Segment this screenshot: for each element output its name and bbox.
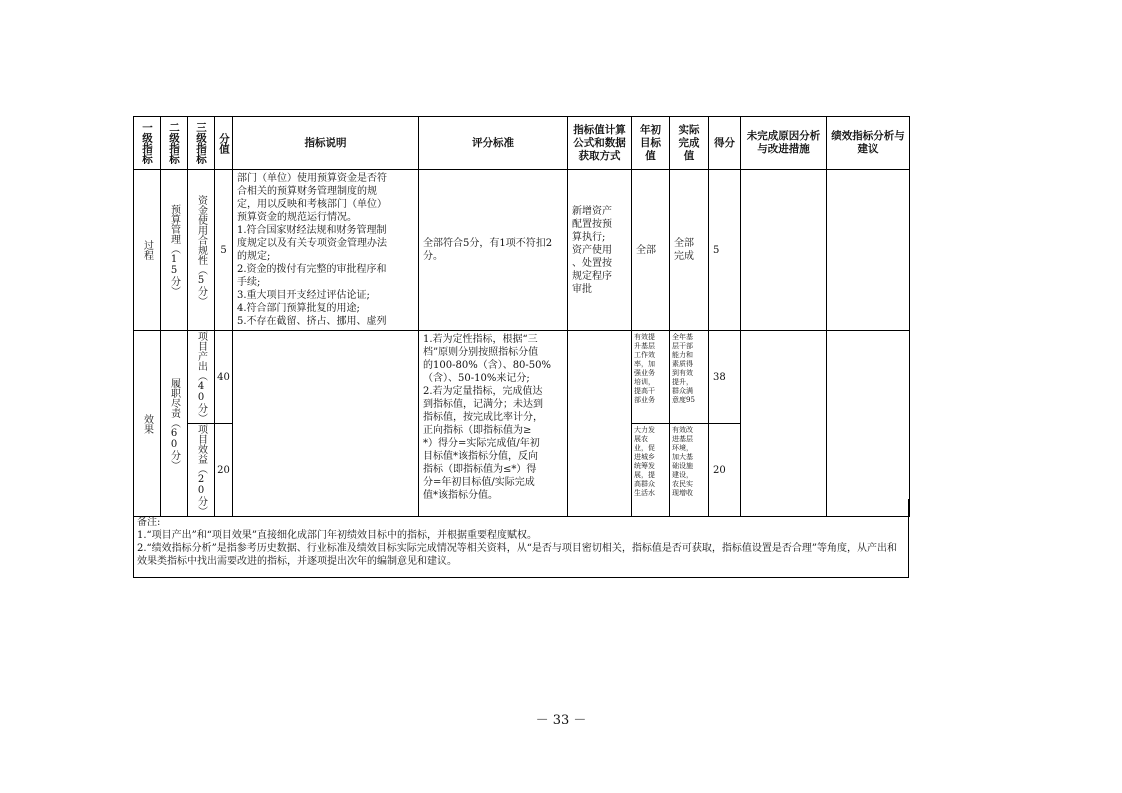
cell-description [233,331,419,517]
description-line: 合相关的预算财务管理制度的规 [237,186,377,197]
actual-line: 现增收 [672,489,693,497]
description-line: 定，用以反映和考核部门（单位） [237,199,387,210]
formula-line: 算执行; [572,231,606,243]
formula-line: 新增资产 [572,205,612,217]
criteria-line: 分=年初目标值/实际完成 [423,477,535,488]
table-row-output [134,331,910,424]
actual-line: 环境， [672,444,693,452]
description-line: 手续; [237,277,261,288]
cell-target: 全部 [632,170,670,331]
header-actual: 实际完成值 [670,117,709,170]
criteria-line: 到指标值，记满分；未达到 [423,399,543,410]
target-line: 率，加 [634,360,655,368]
cell-analysis [827,331,910,517]
description-line: 1.符合国家财经法规和财务管理制 [237,225,387,236]
cell-score: 38 [709,331,741,424]
cell-reason [741,170,827,331]
cell-analysis [827,170,910,331]
cell-level1: 过程 [134,170,161,331]
cell-reason [741,331,827,517]
criteria-line: 正向指标（即指标值为≥ [423,425,532,436]
description-line: 的规定; [237,251,271,262]
actual-line: 群众满 [672,387,693,395]
actual-line: 进基层 [672,435,693,443]
actual-line: 农民实 [672,480,693,488]
header-score-value: 分值 [215,117,233,170]
target-line: 展，提 [634,471,655,479]
target-line: 有效提 [634,333,655,341]
description-line: 3.重大项目开支经过评估论证; [237,290,370,301]
notes-title: 备注: [137,517,161,528]
cell-score: 5 [709,170,741,331]
description-line: 4.符合部门预算批复的用途; [237,303,360,314]
cell-formula [568,331,632,517]
table-row-process [134,170,910,331]
criteria-line: 指标（即指标值为≤*）得 [423,464,537,475]
formula-line: 资产使用 [572,244,612,256]
actual-line: 全年基 [672,333,693,341]
actual-line: 建设， [672,471,693,479]
actual-line: 提升， [672,378,693,386]
header-row [134,117,910,170]
note-2: 2.“绩效指标分析”是指参考历史数据、行业标准及绩效目标实际完成情况等相关资料，从“是否与项目密切相关，指标值是否可获取，指标值设置是否合理”等角度，从产出和效果类指标中找出需要改进的指标，并逐项提出次年的编制意见和建议。 [137,543,897,567]
actual-line: 全部 [674,238,694,249]
cell-actual [670,331,709,424]
target-line: 培训， [634,378,655,386]
header-level3: 三级指标 [188,117,215,170]
criteria-line: 档”原则分别按照指标分值 [423,347,539,358]
notes-section [133,499,909,578]
actual-line: 层干部 [672,342,693,350]
actual-line: 意度95 [672,396,695,404]
header-formula: 指标值计算公式和数据获取方式 [568,117,632,170]
cell-criteria [419,170,568,331]
cell-level2: 预算管理（15分） [161,170,188,331]
target-line: 生活水 [634,489,655,497]
header-level2: 二级指标 [161,117,188,170]
header-criteria: 评分标准 [419,117,568,170]
criteria-line: 指标值，按完成比率计分， [423,412,543,423]
cell-description [233,170,419,331]
target-line: 强业务 [634,369,655,377]
cell-criteria [419,331,568,517]
formula-line: 规定程序 [572,270,612,282]
criteria-line: *）得分=实际完成值/年初 [423,438,540,449]
actual-line: 能力和 [672,351,693,359]
cell-score-value: 20 [215,424,233,517]
criteria-line: 2.若为定量指标，完成值达 [423,386,543,397]
description-line: 度规定以及有关专项资金管理办法 [237,238,387,249]
cell-level3: 项目产出（40分） [188,331,215,424]
cell-level3: 项目效益（20分） [188,424,215,517]
target-line: 部业务 [634,396,655,404]
performance-table [133,116,910,517]
formula-line: 配置按预 [572,218,612,230]
target-line: 业，促 [634,444,655,452]
cell-level2: 履职尽责（60分） [161,331,188,517]
cell-level1: 效果 [134,331,161,517]
criteria-line: 目标值*该指标分值，反向 [423,451,538,462]
cell-actual [670,170,709,331]
actual-line: 完成 [674,251,694,262]
description-line: 2.资金的拨付有完整的审批程序和 [237,264,387,275]
header-score: 得分 [709,117,741,170]
description-line: 5.不存在截留、挤占、挪用、虚列 [237,316,387,327]
actual-line: 有效改 [672,426,693,434]
target-line: 工作效 [634,351,655,359]
formula-line: 审批 [572,283,592,295]
criteria-line: 全部符合5分，有1项不符扣2 [423,238,553,249]
target-line: 展农 [634,435,648,443]
header-level1: 一级指标 [134,117,161,170]
criteria-line: 值*该指标分值。 [423,490,498,501]
formula-line: 、处置按 [572,257,612,269]
criteria-line: 1.若为定性指标，根据“三 [423,334,538,345]
actual-line: 素质得 [672,360,693,368]
note-1: 1.“项目产出”和“项目效果”直接细化成部门年初绩效目标中的指标，并根据重要程度赋权。 [137,530,537,541]
criteria-line: （含）、50-10%来记分; [423,373,530,384]
cell-formula [568,170,632,331]
actual-line: 加大基 [672,453,693,461]
cell-score-value: 40 [215,331,233,424]
cell-target [632,331,670,424]
header-analysis: 绩效指标分析与建议 [827,117,910,170]
cell-level3: 资金使用合规性（5分） [188,170,215,331]
target-line: 进城乡 [634,453,655,461]
target-line: 大力发 [634,426,655,434]
cell-score: 20 [709,424,741,517]
actual-line: 到有效 [672,369,693,377]
header-reason: 未完成原因分析与改进措施 [741,117,827,170]
cell-score-value: 5 [215,170,233,331]
actual-line: 础设施 [672,462,693,470]
criteria-line: 的100-80%（含）、80-50% [423,360,552,371]
target-line: 提高干 [634,387,655,395]
page-number: － 33 － [535,713,587,728]
description-line: 部门（单位）使用预算资金是否符 [237,173,387,184]
criteria-line: 分。 [423,251,443,262]
target-line: 升基层 [634,342,655,350]
target-line: 高群众 [634,480,655,488]
target-line: 统筹发 [634,462,655,470]
header-description: 指标说明 [233,117,419,170]
header-target: 年初目标值 [632,117,670,170]
description-line: 预算资金的规范运行情况。 [237,212,357,223]
